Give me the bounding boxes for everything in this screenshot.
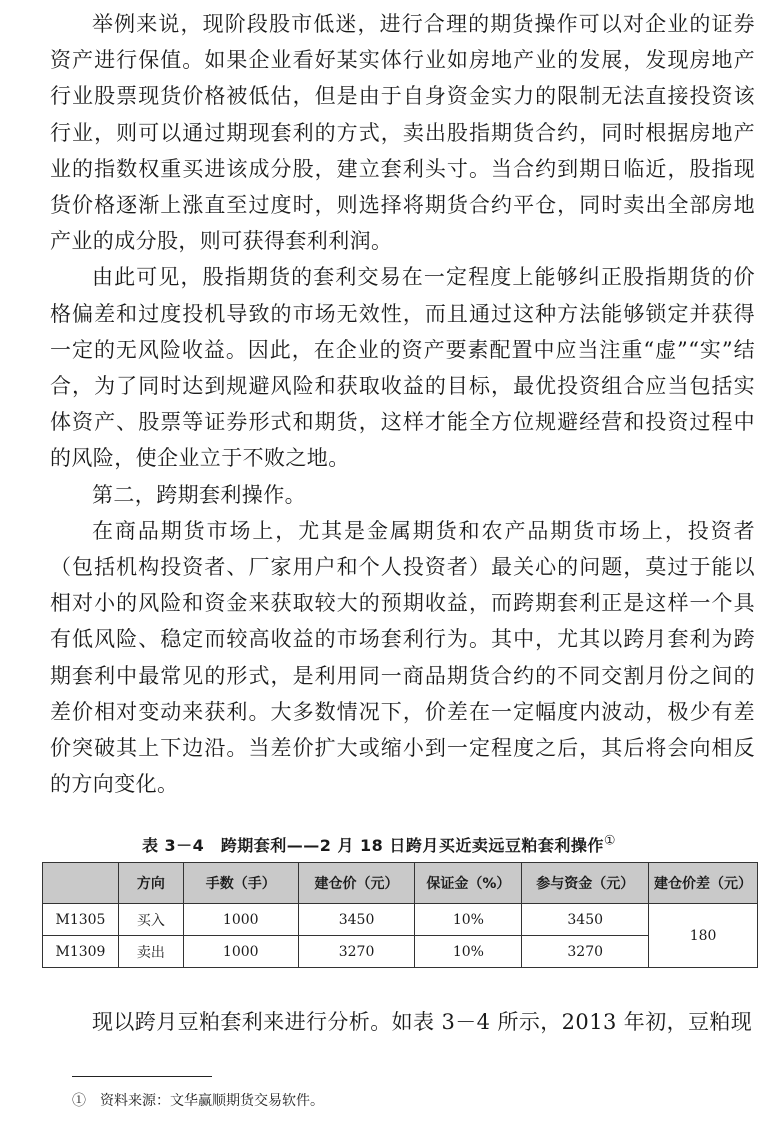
table-caption — [0, 833, 758, 856]
cell-spread: 180 — [649, 904, 758, 968]
paragraph-conclusion: 由此可见，股指期货的套利交易在一定程度上能够纠正股指期货的价格偏差和过度投机导致的市场无效性，而且通过这种方法能够锁定并获得一定的无风险收益。因此，在企业的资产要素配置中应当注重“虚”“实”结合，为了同时达到规避风险和获取收益的目标，最优投资组合应当包括实体资产、股票等证券形式和期货，这样才能全方位规避经营和投资过程中的风险，使企业立于不败之地。 — [50, 265, 755, 471]
cell-lots: 1000 — [183, 904, 298, 936]
section-heading-calendar-arbitrage: 第二，跨期套利操作。 — [92, 482, 306, 507]
header-lots: 手数（手） — [183, 863, 298, 904]
paragraph-soymeal-analysis: 现以跨月豆粕套利来进行分析。如表 3－4 所示，2013 年初，豆粕现 — [92, 1010, 753, 1034]
footnote: ① 资料来源：文华赢顺期货交易软件。 — [72, 1093, 324, 1109]
cell-margin: 10% — [415, 936, 522, 968]
cell-lots: 1000 — [183, 936, 298, 968]
cell-capital: 3270 — [522, 936, 649, 968]
header-capital: 参与资金（元） — [522, 863, 649, 904]
cell-contract: M1309 — [43, 936, 119, 968]
table-row — [43, 904, 758, 936]
paragraph-arbitrage-example: 举例来说，现阶段股市低迷，进行合理的期货操作可以对企业的证券资产进行保值。如果企业看好某实体行业如房地产业的发展，发现房地产行业股票现货价格被低估，但是由于自身资金实力的限制无法直接投资该行业，则可以通过期现套利的方式，卖出股指期货合约，同时根据房地产业的指数权重买进该成分股，建立套利头寸。当合约到期日临近，股指现货价格逐渐上涨直至过度时，则选择将期货合约平仓，同时卖出全部房地产业的成分股，则可获得套利利润。 — [50, 12, 755, 254]
header-contract — [43, 863, 119, 904]
header-spread: 建仓价差（元） — [649, 863, 758, 904]
cell-contract: M1305 — [43, 904, 119, 936]
cell-open-price: 3450 — [298, 904, 415, 936]
cell-direction: 买入 — [118, 904, 183, 936]
header-direction: 方向 — [118, 863, 183, 904]
cell-open-price: 3270 — [298, 936, 415, 968]
header-margin: 保证金（%） — [415, 863, 522, 904]
header-open-price: 建仓价（元） — [298, 863, 415, 904]
cell-direction: 卖出 — [118, 936, 183, 968]
paragraph-calendar-arbitrage: 在商品期货市场上，尤其是金属期货和农产品期货市场上，投资者（包括机构投资者、厂家用户和个人投资者）最关心的问题，莫过于能以相对小的风险和资金来获取较大的预期收益，而跨期套利正是这样一个具有低风险、稳定而较高收益的市场套利行为。其中，尤其以跨月套利为跨期套利中最常见的形式，是利用同一商品期货合约的不同交割月份之间的差价相对变动来获利。大多数情况下，价差在一定幅度内波动，极少有差价突破其上下边沿。当差价扩大或缩小到一定程度之后，其后将会向相反的方向变化。 — [50, 518, 755, 797]
body-text-continued — [50, 1004, 755, 1040]
footnote-divider — [72, 1076, 212, 1077]
table-header-row — [43, 863, 758, 904]
cell-margin: 10% — [415, 904, 522, 936]
table-caption-text: 表 3－4 跨期套利——2 月 18 日跨月买近卖远豆粕套利操作 — [141, 836, 604, 855]
footnote-mark: ① — [603, 833, 617, 849]
cell-capital: 3450 — [522, 904, 649, 936]
body-text — [50, 0, 755, 802]
arbitrage-table — [42, 862, 758, 968]
